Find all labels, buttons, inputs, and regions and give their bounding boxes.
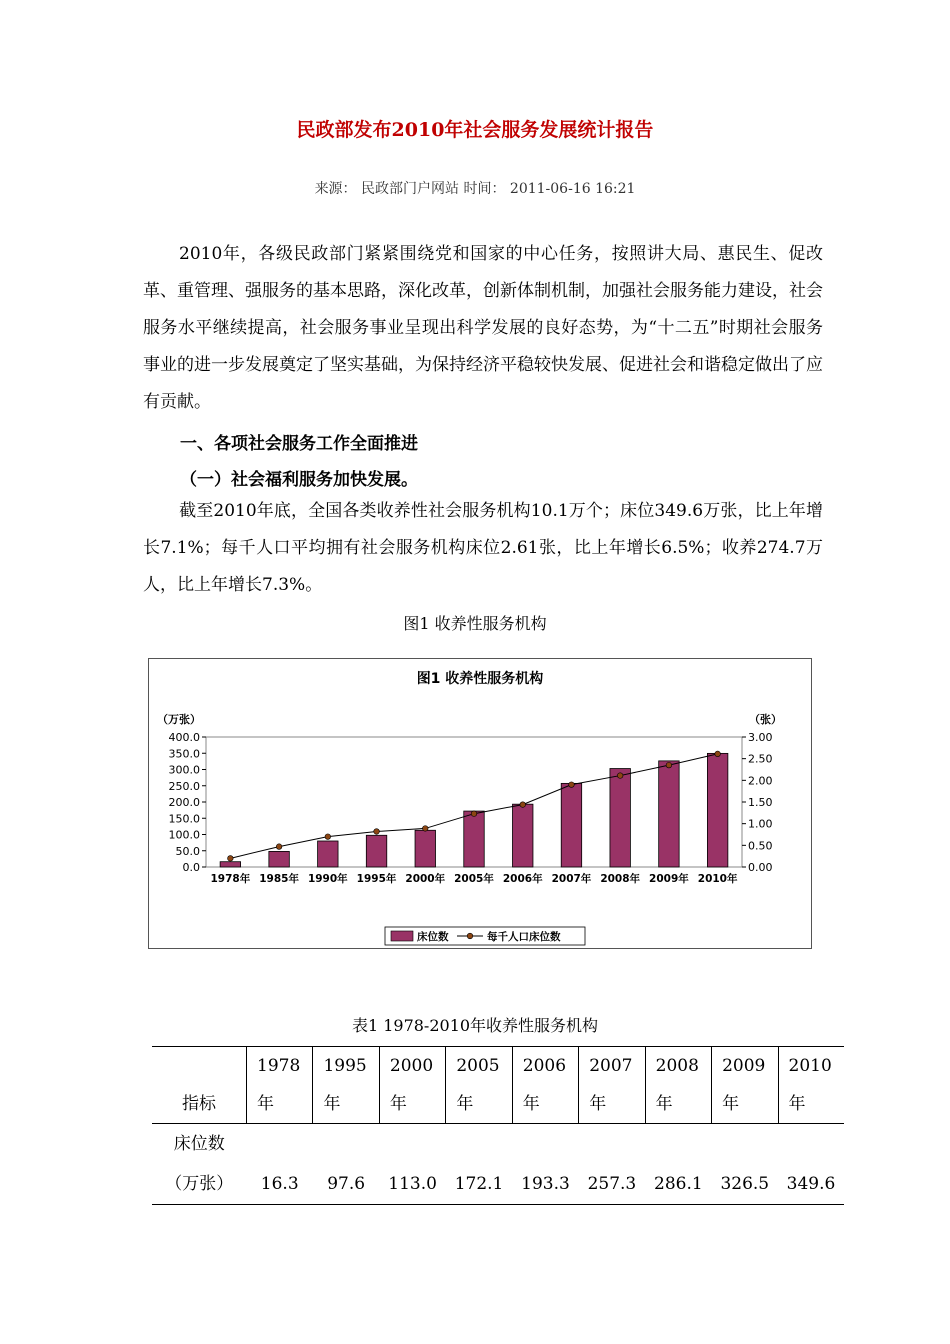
line-point — [325, 834, 331, 840]
x-tick-label: 2005年 — [454, 873, 494, 885]
table-caption: 表1 1978-2010年收养性服务机构 — [351, 1016, 599, 1035]
bar — [415, 830, 435, 867]
table-row — [152, 1124, 844, 1205]
line-point — [374, 829, 380, 835]
bar — [464, 811, 484, 867]
page-title: 民政部发布2010年社会服务发展统计报告 — [296, 119, 654, 141]
bar — [220, 862, 240, 867]
value-cell: 172.1 — [446, 1124, 512, 1205]
right-axis-label: （张） — [749, 713, 782, 726]
chart-container — [148, 658, 812, 949]
year-cell: 2010 年 — [778, 1047, 844, 1124]
left-tick-label: 50.0 — [175, 844, 200, 858]
line-point — [715, 751, 721, 757]
stats-paragraph-text: 截至2010年底，全国各类收养性社会服务机构10.1万个；床位349.6万张，比上年增长7.1%；每千人口平均拥有社会服务机构床位2.61张，比上年增长6.5%；收养274.7万人，比上年增长7.3%。 — [143, 501, 823, 595]
chart-svg — [149, 659, 811, 948]
line-point — [471, 811, 477, 817]
source-line: 来源： 民政部门户网站 时间： 2011-06-16 16:21 — [314, 181, 636, 197]
bar — [512, 804, 532, 867]
x-tick-label: 2007年 — [551, 873, 592, 885]
year-cell: 2005 年 — [446, 1047, 512, 1124]
legend-line-label: 每千人口床位数 — [487, 931, 561, 943]
table-header-row — [152, 1047, 844, 1124]
line-point — [228, 856, 234, 862]
year-cell: 2009 年 — [712, 1047, 778, 1124]
left-tick-label: 200.0 — [168, 796, 200, 809]
x-tick-label: 2008年 — [600, 873, 641, 885]
bar — [366, 835, 386, 867]
x-tick-label: 2010年 — [697, 873, 738, 885]
right-tick-label: 2.50 — [748, 752, 773, 766]
line-point — [617, 773, 623, 779]
intro-paragraph — [143, 236, 823, 421]
value-cell: 257.3 — [579, 1124, 645, 1205]
left-tick-label: 0.0 — [182, 861, 200, 874]
right-tick-label: 3.00 — [748, 731, 773, 744]
line-point — [276, 844, 282, 850]
left-tick-label: 350.0 — [168, 747, 200, 761]
x-tick-label: 1990年 — [307, 873, 348, 885]
stats-paragraph — [143, 493, 823, 604]
right-tick-label: 0.50 — [748, 839, 773, 853]
bar — [610, 769, 630, 867]
x-tick-label: 1985年 — [259, 873, 299, 885]
x-tick-label: 2000年 — [405, 873, 446, 885]
x-tick-label: 1995年 — [356, 873, 397, 885]
year-cell: 1995 年 — [313, 1047, 379, 1124]
header-label-cell: 指标 — [152, 1047, 247, 1124]
row-label-cell: 床位数 （万张） — [152, 1124, 247, 1205]
line-point — [422, 826, 428, 832]
bar — [318, 841, 338, 867]
right-tick-label: 1.50 — [748, 796, 773, 809]
data-table — [152, 1046, 844, 1205]
chart-title: 图1 收养性服务机构 — [416, 671, 544, 687]
year-cell: 1978 年 — [247, 1047, 313, 1124]
value-cell: 326.5 — [712, 1124, 778, 1205]
intro-paragraph-text: 2010年，各级民政部门紧紧围绕党和国家的中心任务，按照讲大局、惠民生、促改革、重管理、强服务的基本思路，深化改革，创新体制机制，加强社会服务能力建设，社会服务水平继续提高，社会服务事业呈现出科学发展的良好态势，为“十二五”时期社会服务事业的进一步发展奠定了坚实基础，为保持经济平稳较快发展、促进社会和谐稳定做出了应有贡献。 — [143, 244, 823, 412]
x-tick-label: 2006年 — [502, 873, 543, 885]
line-point — [666, 762, 672, 768]
bar — [707, 753, 727, 867]
x-tick-label: 2009年 — [649, 873, 689, 885]
line-point — [569, 782, 575, 788]
legend-line-marker — [467, 933, 473, 939]
left-tick-label: 150.0 — [168, 812, 200, 826]
right-tick-label: 0.00 — [748, 861, 773, 874]
bar — [561, 783, 581, 867]
left-tick-label: 100.0 — [168, 828, 200, 842]
left-tick-label: 300.0 — [168, 763, 200, 777]
left-tick-label: 250.0 — [168, 779, 200, 793]
figure-caption: 图1 收养性服务机构 — [403, 614, 547, 633]
left-axis-label: （万张） — [157, 713, 201, 726]
year-cell: 2006 年 — [512, 1047, 578, 1124]
value-cell: 193.3 — [512, 1124, 578, 1205]
left-tick-label: 400.0 — [168, 731, 200, 744]
value-cell: 113.0 — [379, 1124, 445, 1205]
right-tick-label: 1.00 — [748, 817, 773, 831]
legend-bar-swatch — [391, 931, 413, 941]
legend-bar-label: 床位数 — [417, 931, 449, 943]
value-cell: 349.6 — [778, 1124, 844, 1205]
bar — [269, 851, 289, 867]
bar — [659, 761, 679, 867]
section-heading: 一、各项社会服务工作全面推进 — [180, 434, 418, 454]
subsection-heading: （一）社会福利服务加快发展。 — [180, 470, 418, 490]
year-cell: 2008 年 — [645, 1047, 711, 1124]
right-tick-label: 2.00 — [748, 774, 773, 788]
x-tick-label: 1978年 — [210, 873, 251, 885]
line-point — [520, 802, 526, 808]
year-cell: 2000 年 — [379, 1047, 445, 1124]
value-cell: 97.6 — [313, 1124, 379, 1205]
value-cell: 16.3 — [247, 1124, 313, 1205]
year-cell: 2007 年 — [579, 1047, 645, 1124]
value-cell: 286.1 — [645, 1124, 711, 1205]
